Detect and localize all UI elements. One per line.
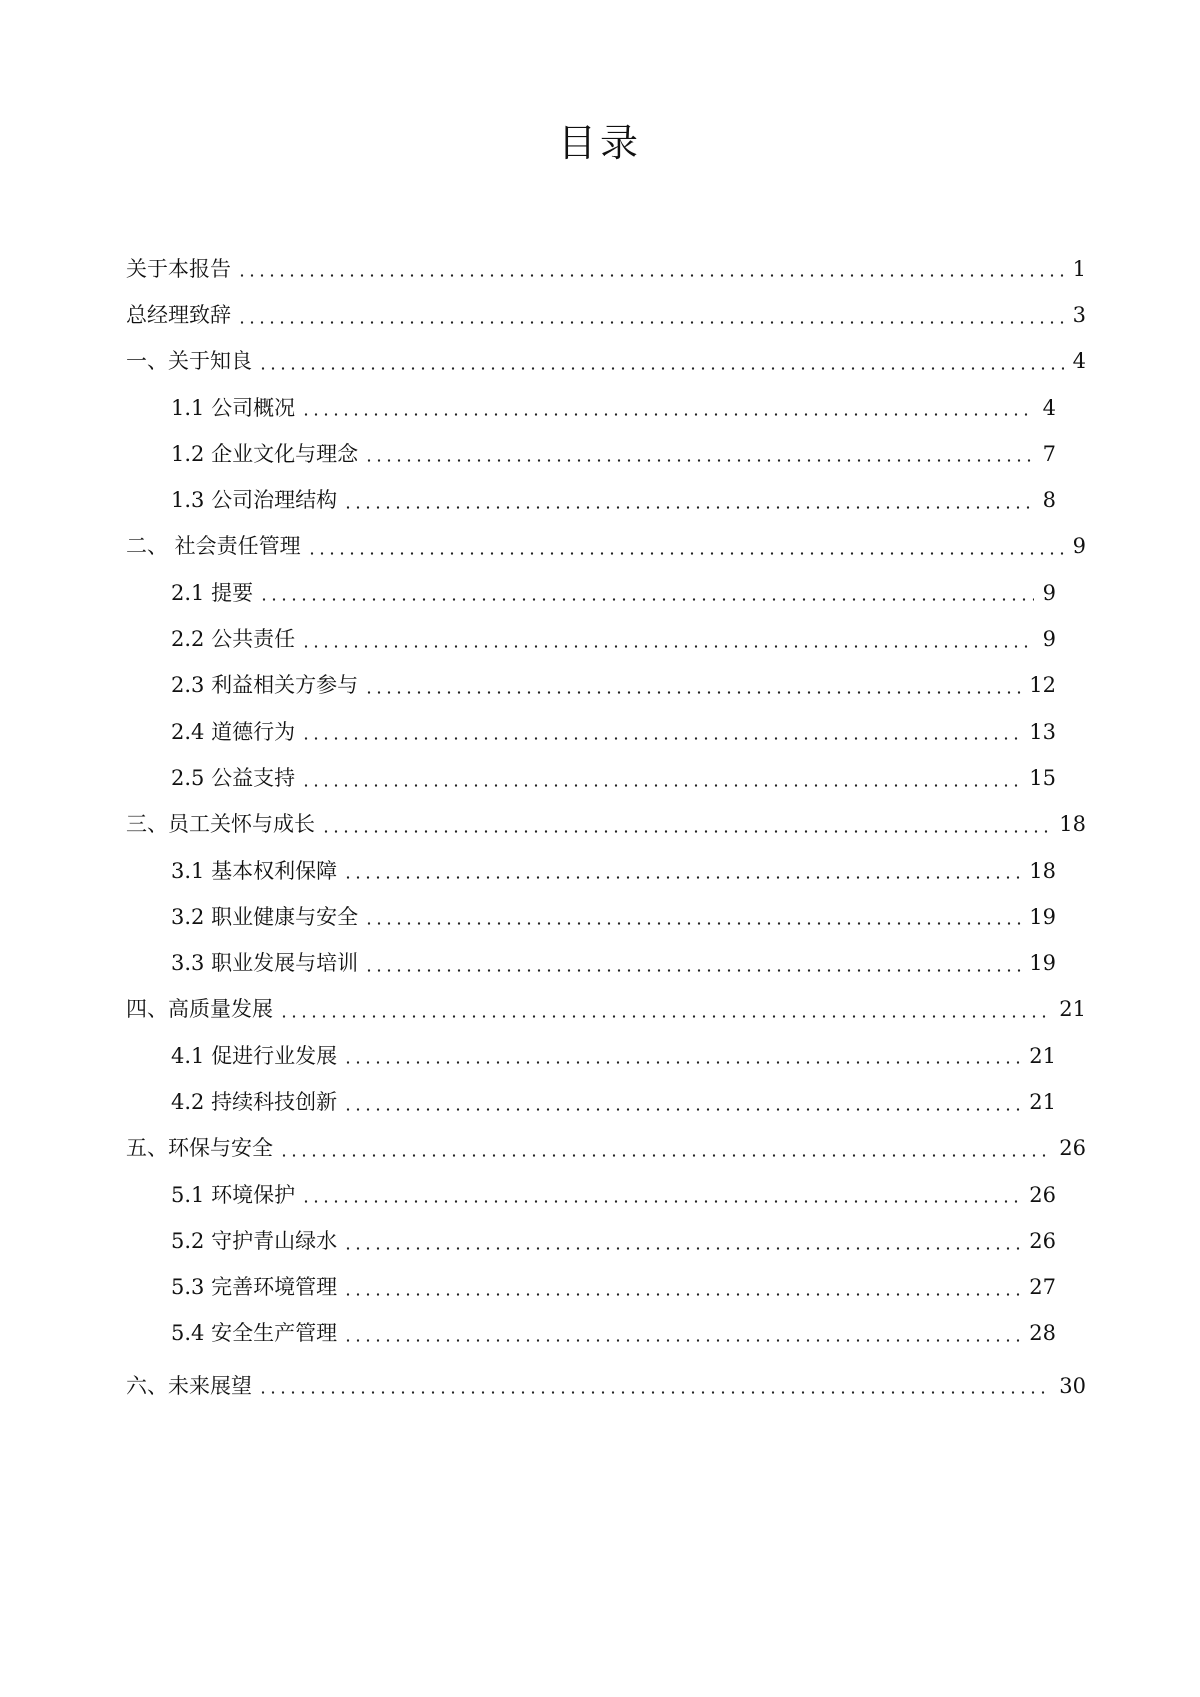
toc-entry-page: 3 [1072,302,1086,327]
toc-entry-label: 2.3 利益相关方参与 [171,673,359,698]
toc-entry-label: 四、高质量发展 [126,997,273,1022]
toc-leader-dots [301,784,1021,787]
toc-entry-page: 21 [1059,997,1086,1022]
toc-leader-dots [259,598,1034,601]
toc-leader-dots [307,552,1064,555]
toc-entry-page: 7 [1042,441,1056,466]
toc-entry-label: 4.1 促进行业发展 [171,1043,338,1068]
toc-leader-dots [343,1108,1021,1111]
toc-entry-page: 9 [1042,580,1056,605]
toc-leader-dots [343,1339,1021,1342]
toc-entry-label: 3.2 职业健康与安全 [171,904,359,929]
toc-subentry[interactable] [126,663,1086,709]
toc-leader-dots [343,1293,1021,1296]
toc-entry-label: 六、未来展望 [126,1373,252,1398]
toc-subentry[interactable] [126,385,1086,431]
toc-entry-label: 2.5 公益支持 [171,765,296,790]
toc-entry-page: 30 [1059,1373,1086,1398]
toc-entry-label: 5.1 环境保护 [171,1182,296,1207]
toc-entry-label: 关于本报告 [126,256,231,281]
toc-subentry[interactable] [126,1311,1086,1357]
toc-entry-label: 3.1 基本权利保障 [171,858,338,883]
toc-entry-page: 8 [1042,488,1056,513]
toc-subentry[interactable] [126,709,1086,755]
toc-entry[interactable] [126,802,1086,848]
toc-entry-page: 18 [1029,858,1056,883]
toc-entry-page: 27 [1029,1275,1056,1300]
toc-leader-dots [258,1391,1051,1394]
toc-subentry[interactable] [126,894,1086,940]
toc-subentry[interactable] [126,1218,1086,1264]
toc-entry-page: 1 [1072,256,1086,281]
toc-entry-page: 9 [1072,534,1086,559]
toc-leader-dots [279,1154,1051,1157]
toc-subentry[interactable] [126,755,1086,801]
toc-entry[interactable] [126,987,1086,1033]
toc-subentry[interactable] [126,1033,1086,1079]
toc-leader-dots [237,321,1064,324]
toc-entry-page: 28 [1029,1321,1056,1346]
toc-entry-label: 五、环保与安全 [126,1136,273,1161]
toc-leader-dots [258,367,1064,370]
toc-entry-page: 19 [1029,951,1056,976]
page-title: 目录 [557,121,642,165]
toc-entry-label: 5.2 守护青山绿水 [171,1228,338,1253]
toc-entry[interactable] [126,246,1086,292]
toc-leader-dots [321,830,1051,833]
toc-entry-page: 19 [1029,904,1056,929]
toc-leader-dots [343,876,1021,879]
toc-entry-label: 1.1 公司概况 [171,395,296,420]
toc-leader-dots [301,1200,1021,1203]
toc-entry[interactable] [126,1363,1086,1409]
toc-leader-dots [301,737,1021,740]
toc-entry[interactable] [126,1126,1086,1172]
table-of-contents [126,246,1086,1409]
toc-leader-dots [343,506,1034,509]
toc-entry-page: 12 [1029,673,1056,698]
toc-leader-dots [364,459,1034,462]
toc-entry-label: 三、员工关怀与成长 [126,812,315,837]
toc-entry-page: 9 [1042,627,1056,652]
toc-subentry[interactable] [126,431,1086,477]
toc-entry-label: 总经理致辞 [126,302,231,327]
toc-entry-label: 1.2 企业文化与理念 [171,441,359,466]
toc-leader-dots [301,645,1034,648]
toc-entry-page: 26 [1059,1136,1086,1161]
toc-entry-label: 一、关于知良 [126,349,252,374]
toc-entry-label: 2.4 道德行为 [171,719,296,744]
toc-entry-label: 二、 社会责任管理 [126,534,301,559]
toc-entry[interactable] [126,524,1086,570]
toc-entry-page: 21 [1029,1089,1056,1114]
toc-entry-page: 4 [1042,395,1056,420]
toc-subentry[interactable] [126,1079,1086,1125]
toc-subentry[interactable] [126,1172,1086,1218]
toc-subentry[interactable] [126,1265,1086,1311]
toc-entry[interactable] [126,339,1086,385]
toc-entry-label: 5.3 完善环境管理 [171,1275,338,1300]
toc-entry-label: 5.4 安全生产管理 [171,1321,338,1346]
toc-entry-label: 3.3 职业发展与培训 [171,951,359,976]
toc-entry-page: 18 [1059,812,1086,837]
toc-leader-dots [343,1061,1021,1064]
toc-subentry[interactable] [126,570,1086,616]
toc-leader-dots [364,969,1021,972]
toc-subentry[interactable] [126,940,1086,986]
toc-leader-dots [279,1015,1051,1018]
toc-entry-label: 4.2 持续科技创新 [171,1089,338,1114]
toc-entry-page: 26 [1029,1182,1056,1207]
toc-entry-page: 26 [1029,1228,1056,1253]
toc-entry-page: 21 [1029,1043,1056,1068]
toc-entry-page: 15 [1029,765,1056,790]
toc-leader-dots [301,413,1034,416]
toc-entry-label: 2.1 提要 [171,580,254,605]
toc-leader-dots [237,274,1064,277]
toc-subentry[interactable] [126,848,1086,894]
toc-entry-page: 13 [1029,719,1056,744]
toc-subentry[interactable] [126,477,1086,523]
toc-entry-page: 4 [1072,349,1086,374]
toc-leader-dots [364,691,1021,694]
toc-entry-label: 2.2 公共责任 [171,627,296,652]
toc-entry-label: 1.3 公司治理结构 [171,488,338,513]
toc-entry[interactable] [126,292,1086,338]
toc-subentry[interactable] [126,616,1086,662]
toc-leader-dots [364,922,1021,925]
toc-leader-dots [343,1247,1021,1250]
